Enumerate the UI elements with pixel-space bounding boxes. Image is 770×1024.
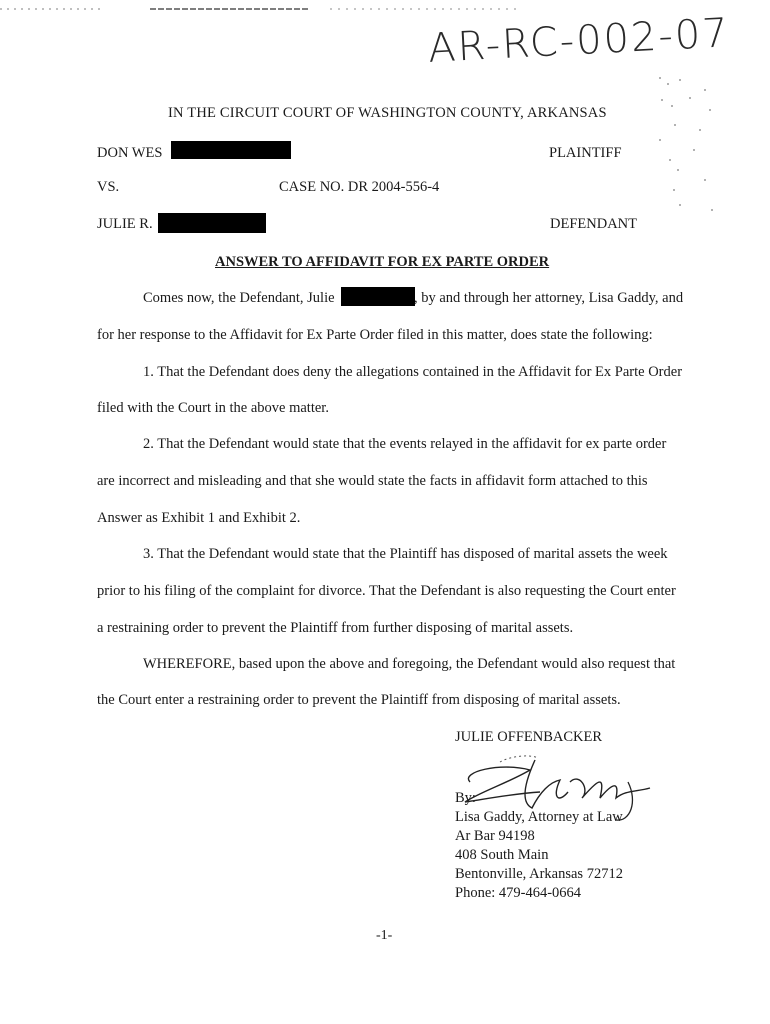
versus-label: VS. xyxy=(97,179,120,195)
court-heading: IN THE CIRCUIT COURT OF WASHINGTON COUNTY, ARKANSAS xyxy=(168,105,607,121)
paragraph-3-line1: 3. That the Defendant would state that the Plaintiff has disposed of marital assets the week xyxy=(143,546,668,562)
signature-party: JULIE OFFENBACKER xyxy=(455,729,603,745)
document-title: ANSWER TO AFFIDAVIT FOR EX PARTE ORDER xyxy=(215,254,550,270)
handwritten-signature xyxy=(440,742,670,832)
paragraph-2-line2: are incorrect and misleading and that she would state the facts in affidavit form attached to this xyxy=(97,473,648,489)
wherefore-line2: the Court enter a restraining order to prevent the Plaintiff from disposing of marital assets. xyxy=(97,692,621,708)
faint-received-stamp xyxy=(650,70,730,230)
signature-city: Bentonville, Arkansas 72712 xyxy=(455,866,623,882)
signature-attorney: Lisa Gaddy, Attorney at Law xyxy=(455,809,623,825)
page-number: -1- xyxy=(376,928,393,943)
defendant-name: JULIE R. xyxy=(97,216,153,232)
defendant-role: DEFENDANT xyxy=(550,216,637,232)
wherefore-line1: WHEREFORE, based upon the above and foregoing, the Defendant would also request that xyxy=(143,656,676,672)
paragraph-3-line3: a restraining order to prevent the Plaintiff from further disposing of marital assets. xyxy=(97,620,574,636)
plaintiff-name: DON WES xyxy=(97,145,163,161)
signature-by: By: xyxy=(455,790,476,806)
paragraph-2-line3: Answer as Exhibit 1 and Exhibit 2. xyxy=(97,510,301,526)
scan-artifact-line xyxy=(0,7,770,11)
redaction-bar xyxy=(158,213,266,233)
signature-phone: Phone: 479-464-0664 xyxy=(455,885,582,901)
paragraph-1-line2: filed with the Court in the above matter. xyxy=(97,400,329,416)
redaction-bar xyxy=(171,141,291,159)
paragraph-3-line2: prior to his filing of the complaint for divorce. That the Defendant is also requesting the Court enter xyxy=(97,583,676,599)
redaction-bar xyxy=(341,287,415,306)
handwritten-file-number: AR-RC-002-07 xyxy=(427,10,731,72)
paragraph-2-line1: 2. That the Defendant would state that the events relayed in the affidavit for ex parte order xyxy=(143,436,667,452)
paragraph-1-line1: 1. That the Defendant does deny the allegations contained in the Affidavit for Ex Parte Order xyxy=(143,364,683,380)
intro-text-start: Comes now, the Defendant, Julie xyxy=(143,290,335,306)
intro-text-line2: for her response to the Affidavit for Ex Parte Order filed in this matter, does state the following: xyxy=(97,327,653,343)
intro-text-end: , by and through her attorney, Lisa Gaddy, and xyxy=(414,290,684,306)
signature-bar-number: Ar Bar 94198 xyxy=(455,828,535,844)
plaintiff-role: PLAINTIFF xyxy=(549,145,622,161)
case-number: CASE NO. DR 2004-556-4 xyxy=(279,179,440,195)
signature-street: 408 South Main xyxy=(455,847,549,863)
